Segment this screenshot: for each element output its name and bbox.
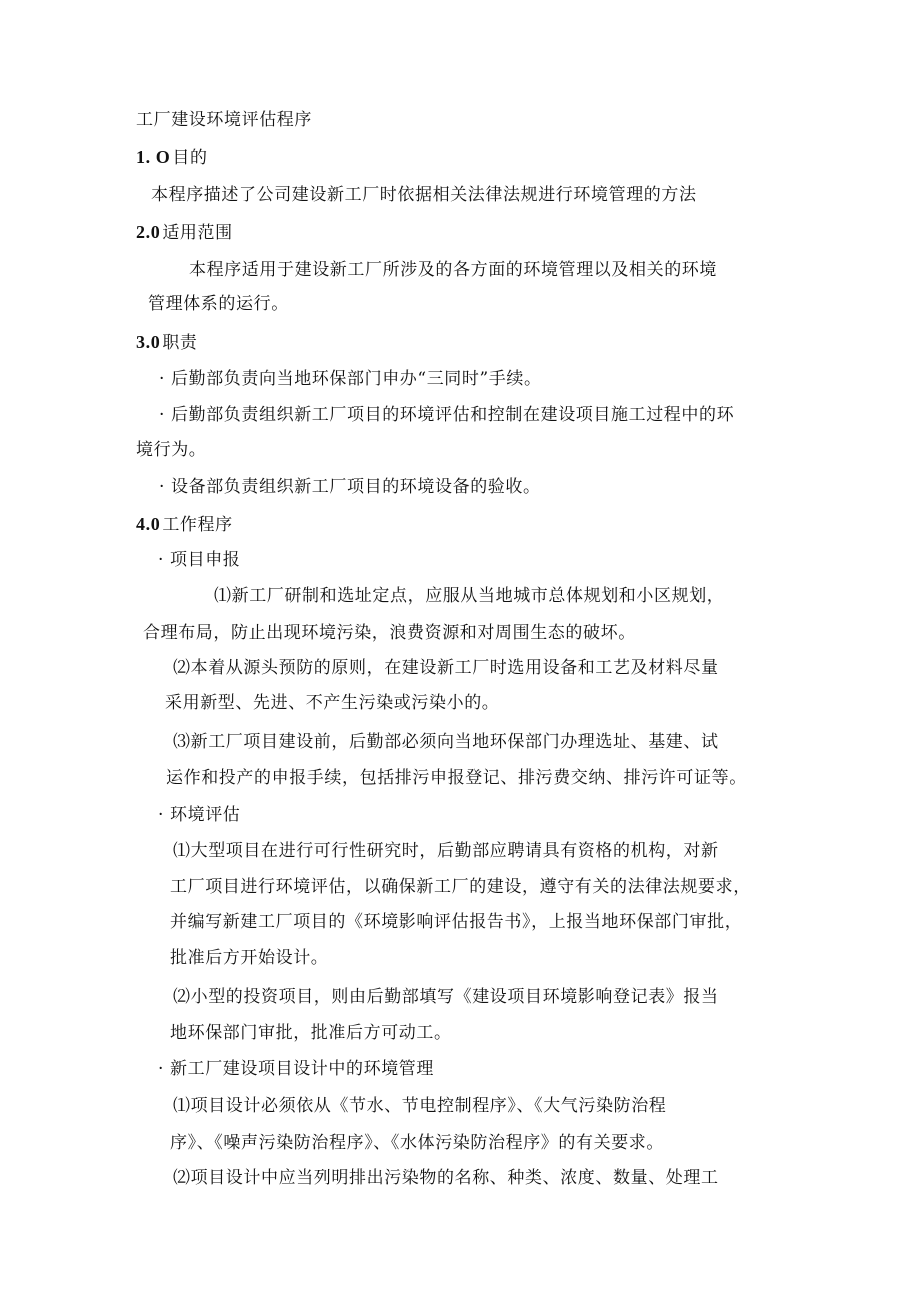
- section-3-number: 3.0: [136, 332, 161, 352]
- declaration-item-3-line-2: 运作和投产的申报手续，包括排污申报登记、排污费交纳、排污许可证等。: [166, 768, 747, 788]
- declaration-item-3-line-1: ⑶新工厂项目建设前，后勤部必须向当地环保部门办理选址、基建、试: [173, 732, 719, 752]
- section-3-title: 职责: [162, 333, 198, 353]
- section-2-title: 适用范围: [162, 223, 233, 243]
- design-item-2-line-1: ⑵项目设计中应当列明排出污染物的名称、种类、浓度、数量、处理工: [173, 1168, 719, 1188]
- duty-item-2: · 后勤部负责组织新工厂项目的环境评估和控制在建设项目施工过程中的环: [159, 405, 735, 425]
- assessment-item-2-line-1: ⑵小型的投资项目，则由后勤部填写《建设项目环境影响登记表》报当: [173, 987, 719, 1007]
- bullet-icon: ·: [158, 1059, 165, 1079]
- document-title: 工厂建设环境评估程序: [136, 110, 312, 130]
- section-2-body-line-1: 本程序适用于建设新工厂所涉及的各方面的环境管理以及相关的环境: [189, 260, 717, 280]
- section-2-number: 2.0: [136, 222, 161, 242]
- section-3-heading: [136, 330, 198, 355]
- bullet-icon: ·: [158, 805, 165, 825]
- duty-item-2-cont: 境行为。: [136, 440, 207, 460]
- declaration-item-1-line-1: ⑴新工厂研制和选址定点，应服从当地城市总体规划和小区规划，: [214, 586, 725, 606]
- assessment-item-2-line-2: 地环保部门审批，批准后方可动工。: [170, 1023, 452, 1043]
- section-1-number: 1. O: [136, 147, 171, 167]
- section-4-title: 工作程序: [162, 515, 233, 535]
- section-4-heading: [136, 512, 233, 537]
- design-item-1-line-1: ⑴项目设计必须依从《节水、节电控制程序》、《大气污染防治程: [173, 1096, 667, 1116]
- bullet-icon: ·: [159, 369, 166, 389]
- assessment-item-1-line-1: ⑴大型项目在进行可行性研究时，后勤部应聘请具有资格的机构，对新: [173, 841, 719, 861]
- section-1-title: 目的: [172, 148, 208, 168]
- declaration-item-1-line-2: 合理布局，防止出现环境污染，浪费资源和对周围生态的破坏。: [143, 623, 636, 643]
- duty-item-1: · 后勤部负责向当地环保部门申办“三同时”手续。: [159, 369, 542, 389]
- subsection-design-management: · 新工厂建设项目设计中的环境管理: [158, 1059, 434, 1079]
- subsection-project-declaration: · 项目申报: [158, 550, 241, 570]
- bullet-icon: ·: [158, 550, 165, 570]
- duty-item-3: · 设备部负责组织新工厂项目的环境设备的验收。: [159, 477, 541, 497]
- bullet-icon: ·: [159, 405, 166, 425]
- section-4-number: 4.0: [136, 514, 161, 534]
- declaration-item-2-line-2: 采用新型、先进、不产生污染或污染小的。: [165, 693, 500, 713]
- section-1-heading: [136, 145, 208, 170]
- assessment-item-1-line-4: 批准后方开始设计。: [170, 948, 329, 968]
- declaration-item-2-line-1: ⑵本着从源头预防的原则，在建设新工厂时选用设备和工艺及材料尽量: [173, 658, 719, 678]
- design-item-1-line-2: 序》、《噪声污染防治程序》、《水体污染防治程序》的有关要求。: [170, 1133, 664, 1153]
- section-2-body-line-2: 管理体系的运行。: [148, 294, 289, 314]
- section-2-heading: [136, 220, 233, 245]
- section-1-body: 本程序描述了公司建设新工厂时依据相关法律法规进行环境管理的方法: [151, 185, 697, 205]
- bullet-icon: ·: [159, 477, 166, 497]
- assessment-item-1-line-2: 工厂项目进行环境评估，以确保新工厂的建设，遵守有关的法律法规要求，: [170, 877, 751, 897]
- subsection-environmental-assessment: · 环境评估: [158, 805, 241, 825]
- assessment-item-1-line-3: 并编写新建工厂项目的《环境影响评估报告书》，上报当地环保部门审批，: [170, 912, 743, 932]
